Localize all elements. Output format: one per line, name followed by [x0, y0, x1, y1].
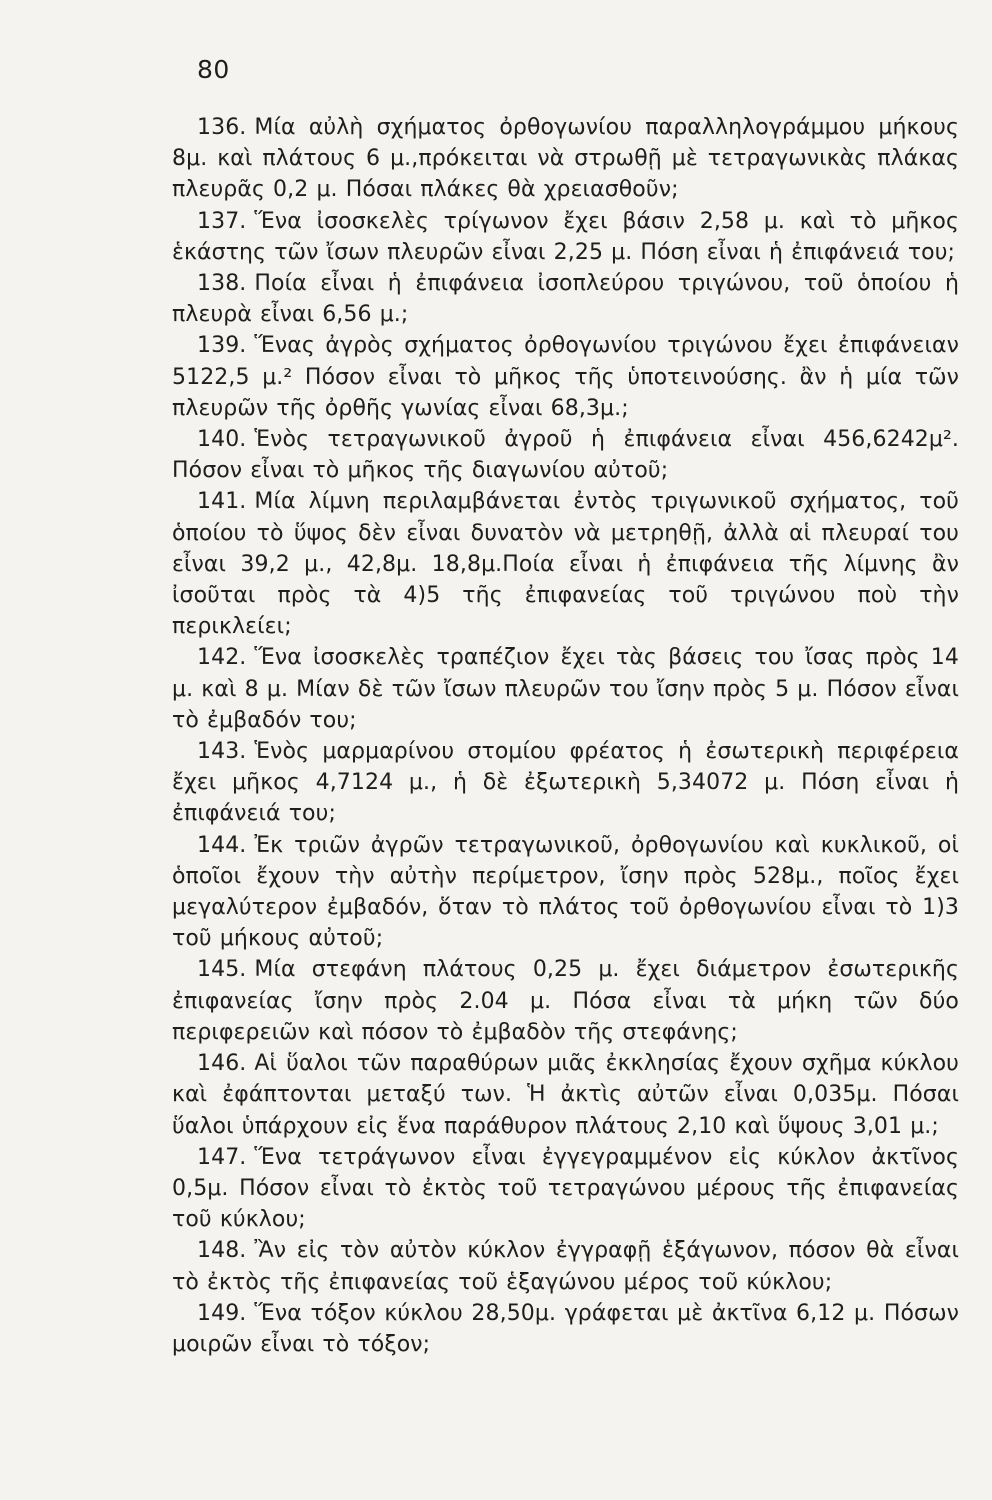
problem-number: 144. — [197, 832, 247, 858]
problem-text: Ἕνα ἰσοσκελὲς τρίγωνον ἔχει βάσιν 2,58 μ. καὶ τὸ μῆκος ἑκάστης τῶν ἴσων πλευρῶν εἶναι 2,25 μ. Πόση εἶναι ἡ ἐπιφάνειά του; — [172, 208, 959, 265]
problem-137 — [172, 206, 959, 268]
problem-145 — [172, 954, 959, 1048]
problem-142 — [172, 642, 959, 736]
problem-number: 139. — [197, 333, 247, 359]
problem-text: Αἱ ὕαλοι τῶν παραθύρων μιᾶς ἐκκλησίας ἔχουν σχῆμα κύκλου καὶ ἐφάπτονται μεταξύ των. Ἡ ἀκτὶς αὐτῶν εἶναι 0,035μ. Πόσαι ὕαλοι ὑπάρχουν εἰς ἕνα παράθυρον πλάτους 2,10 καὶ ὕψους 3,01 μ.; — [172, 1051, 959, 1139]
problem-139 — [172, 330, 959, 424]
problem-text: Μία στεφάνη πλάτους 0,25 μ. ἔχει διάμετρον ἐσωτερικῆς ἐπιφανείας ἴσην πρὸς 2.04 μ. Πόσα εἶναι τὰ μήκη τῶν δύο περιφερειῶν καὶ πόσον τὸ ἐμβαδὸν τῆς στεφάνης; — [172, 957, 959, 1045]
problem-140 — [172, 424, 959, 486]
problem-144 — [172, 830, 959, 955]
problem-number: 138. — [197, 271, 247, 297]
problem-149 — [172, 1298, 959, 1360]
problem-text: Ἑνὸς τετραγωνικοῦ ἀγροῦ ἡ ἐπιφάνεια εἶναι 456,6242μ². Πόσον εἶναι τὸ μῆκος τῆς διαγωνίου αὐτοῦ; — [172, 427, 959, 484]
problem-text: Μία λίμνη περιλαμβάνεται ἐντὸς τριγωνικοῦ σχήματος, τοῦ ὁποίου τὸ ὕψος δὲν εἶναι δυνατὸν νὰ μετρηθῇ, ἀλλὰ αἱ πλευραί του εἶναι 39,2 μ., 42,8μ. 18,8μ.Ποία εἶναι ἡ ἐπιφάνεια τῆς λίμνης ἂν ἰσοῦται πρὸς τὰ 4)5 τῆς ἐπιφανείας τοῦ τριγώνου ποὺ τὴν περικλείει; — [172, 489, 959, 640]
problem-text: Ἕνα τόξον κύκλου 28,50μ. γράφεται μὲ ἀκτῖνα 6,12 μ. Πόσων μοιρῶν εἶναι τὸ τόξον; — [172, 1300, 959, 1357]
problem-text: Ἑνὸς μαρμαρίνου στομίου φρέατος ἡ ἐσωτερικὴ περιφέρεια ἔχει μῆκος 4,7124 μ., ἡ δὲ ἐξωτερικὴ 5,34072 μ. Πόση εἶναι ἡ ἐπιφάνειά του; — [172, 739, 959, 827]
problem-text: Ἕνα ἰσοσκελὲς τραπέζιον ἔχει τὰς βάσεις του ἴσας πρὸς 14 μ. καὶ 8 μ. Μίαν δὲ τῶν ἴσων πλευρῶν του ἴσην πρὸς 5 μ. Πόσον εἶναι τὸ ἐμβαδόν του; — [172, 645, 959, 733]
problem-text: Ἂν εἰς τὸν αὐτὸν κύκλον ἐγγραφῇ ἑξάγωνον, πόσον θὰ εἶναι τὸ ἐκτὸς τῆς ἐπιφανείας τοῦ ἑξαγώνου μέρος τοῦ κύκλου; — [172, 1238, 959, 1295]
problem-number: 149. — [197, 1300, 247, 1326]
problem-number: 141. — [197, 489, 247, 515]
problem-143 — [172, 736, 959, 830]
problem-number: 136. — [197, 115, 247, 140]
problem-list — [172, 112, 959, 1360]
problem-136 — [172, 112, 959, 206]
problem-text: Ἐκ τριῶν ἀγρῶν τετραγωνικοῦ, ὀρθογωνίου καὶ κυκλικοῦ, οἱ ὁποῖοι ἔχουν τὴν αὐτὴν περίμετρον, ἴσην πρὸς 528μ., ποῖος ἔχει μεγαλύτερον ἐμβαδόν, ὅταν τὸ πλάτος τοῦ ὀρθογωνίου εἶναι τὸ 1)3 τοῦ μήκους αὐτοῦ; — [172, 832, 959, 952]
problem-text: Ποία εἶναι ἡ ἐπιφάνεια ἰσοπλεύρου τριγώνου, τοῦ ὁποίου ἡ πλευρὰ εἶναι 6,56 μ.; — [172, 271, 959, 328]
page-number: 80 — [197, 55, 230, 84]
problem-147 — [172, 1142, 959, 1236]
problem-text: Μία αὐλὴ σχήματος ὀρθογωνίου παραλληλογράμμου μήκους 8μ. καὶ πλάτους 6 μ.,πρόκειται νὰ στρωθῇ μὲ τετραγωνικὰς πλάκας πλευρᾶς 0,2 μ. Πόσαι πλάκες θὰ χρειασθοῦν; — [172, 115, 959, 203]
problem-number: 145. — [197, 957, 247, 983]
problem-number: 140. — [197, 427, 247, 453]
problem-number: 146. — [197, 1051, 247, 1077]
problem-text: Ἕνας ἀγρὸς σχήματος ὀρθογωνίου τριγώνου ἔχει ἐπιφάνειαν 5122,5 μ.² Πόσον εἶναι τὸ μῆκος τῆς ὑποτεινούσης. ἂν ἡ μία τῶν πλευρῶν τῆς ὀρθῆς γωνίας εἶναι 68,3μ.; — [172, 333, 959, 421]
problem-number: 143. — [197, 739, 247, 765]
problem-141 — [172, 486, 959, 642]
problem-number: 148. — [197, 1238, 247, 1264]
problem-number: 137. — [197, 208, 247, 234]
problem-146 — [172, 1048, 959, 1142]
problem-148 — [172, 1235, 959, 1297]
problem-number: 142. — [197, 645, 247, 671]
problem-138 — [172, 268, 959, 330]
problem-text: Ἕνα τετράγωνον εἶναι ἐγγεγραμμένον εἰς κύκλον ἀκτῖνος 0,5μ. Πόσον εἶναι τὸ ἐκτὸς τοῦ τετραγώνου μέρους τῆς ἐπιφανείας τοῦ κύκλου; — [172, 1144, 959, 1233]
problem-number: 147. — [197, 1144, 247, 1170]
